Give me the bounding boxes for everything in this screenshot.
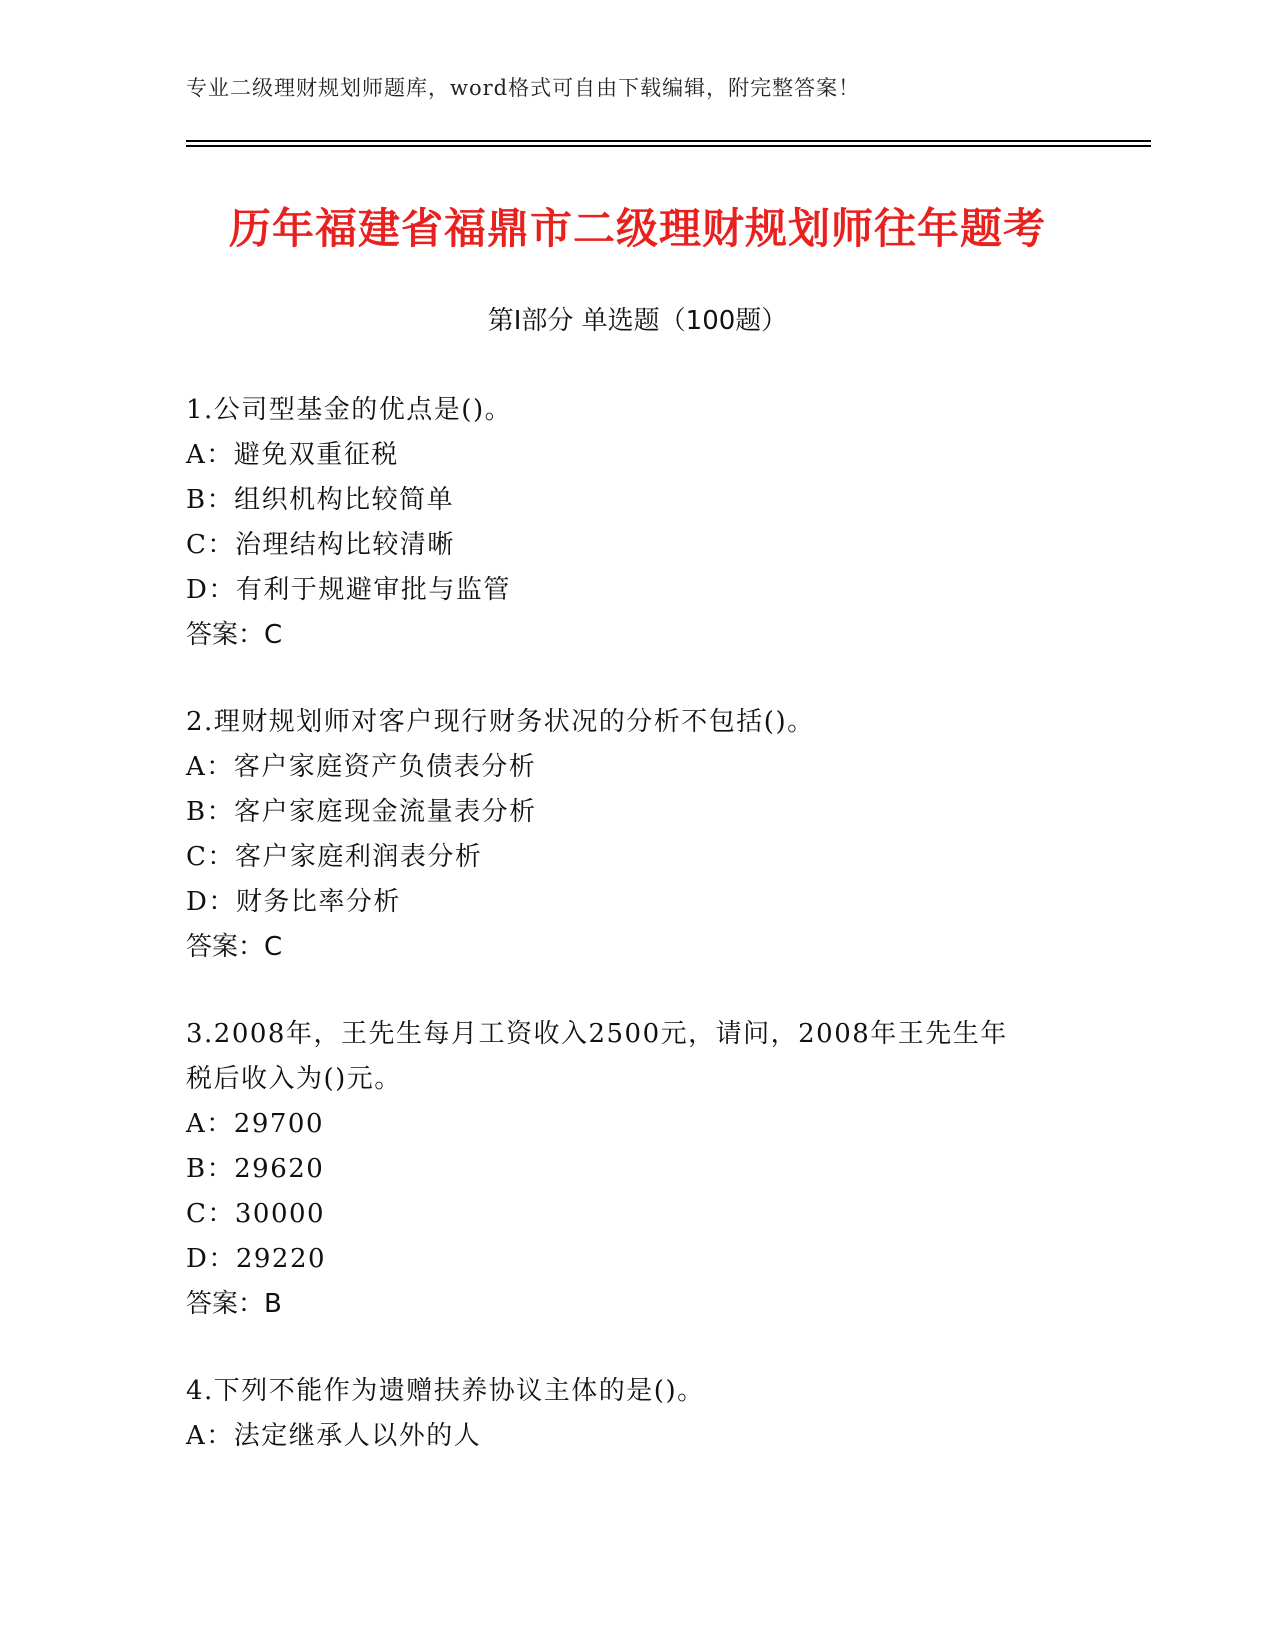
option-c: C：治理结构比较清晰 xyxy=(186,530,455,560)
question-stem: 1.公司型基金的优点是()。 xyxy=(186,395,513,425)
option-b: B：29620 xyxy=(186,1154,325,1184)
answer: 答案：C xyxy=(186,932,283,962)
answer: 答案：C xyxy=(186,620,283,650)
header-rule-bottom xyxy=(186,145,1151,147)
option-d: D：有利于规避审批与监管 xyxy=(186,575,511,605)
question-3 xyxy=(186,1012,1086,1327)
option-b: B：组织机构比较简单 xyxy=(186,485,455,515)
option-d: D：29220 xyxy=(186,1244,327,1274)
option-a: A：避免双重征税 xyxy=(186,440,399,470)
question-1 xyxy=(186,388,1086,658)
document-title: 历年福建省福鼎市二级理财规划师往年题考 xyxy=(228,204,1046,253)
section-heading: 第I部分 单选题（100题） xyxy=(487,306,788,336)
question-4 xyxy=(186,1369,1086,1459)
option-c: C：30000 xyxy=(186,1199,326,1229)
header-note: 专业二级理财规划师题库，word格式可自由下载编辑，附完整答案！ xyxy=(186,76,861,100)
option-d: D：财务比率分析 xyxy=(186,887,401,917)
option-a: A：法定继承人以外的人 xyxy=(186,1421,482,1451)
option-a: A：客户家庭资产负债表分析 xyxy=(186,752,537,782)
question-stem: 4.下列不能作为遗赠扶养协议主体的是()。 xyxy=(186,1376,705,1406)
header-rule-top xyxy=(186,140,1151,142)
answer: 答案：B xyxy=(186,1289,282,1319)
question-list xyxy=(186,388,1086,1501)
option-b: B：客户家庭现金流量表分析 xyxy=(186,797,537,827)
question-stem: 2.理财规划师对客户现行财务状况的分析不包括()。 xyxy=(186,707,815,737)
question-2 xyxy=(186,700,1086,970)
option-c: C：客户家庭利润表分析 xyxy=(186,842,483,872)
option-a: A：29700 xyxy=(186,1109,324,1139)
question-stem: 3.2008年，王先生每月工资收入2500元，请问，2008年王先生年税后收入为()元。 xyxy=(186,1019,1008,1094)
